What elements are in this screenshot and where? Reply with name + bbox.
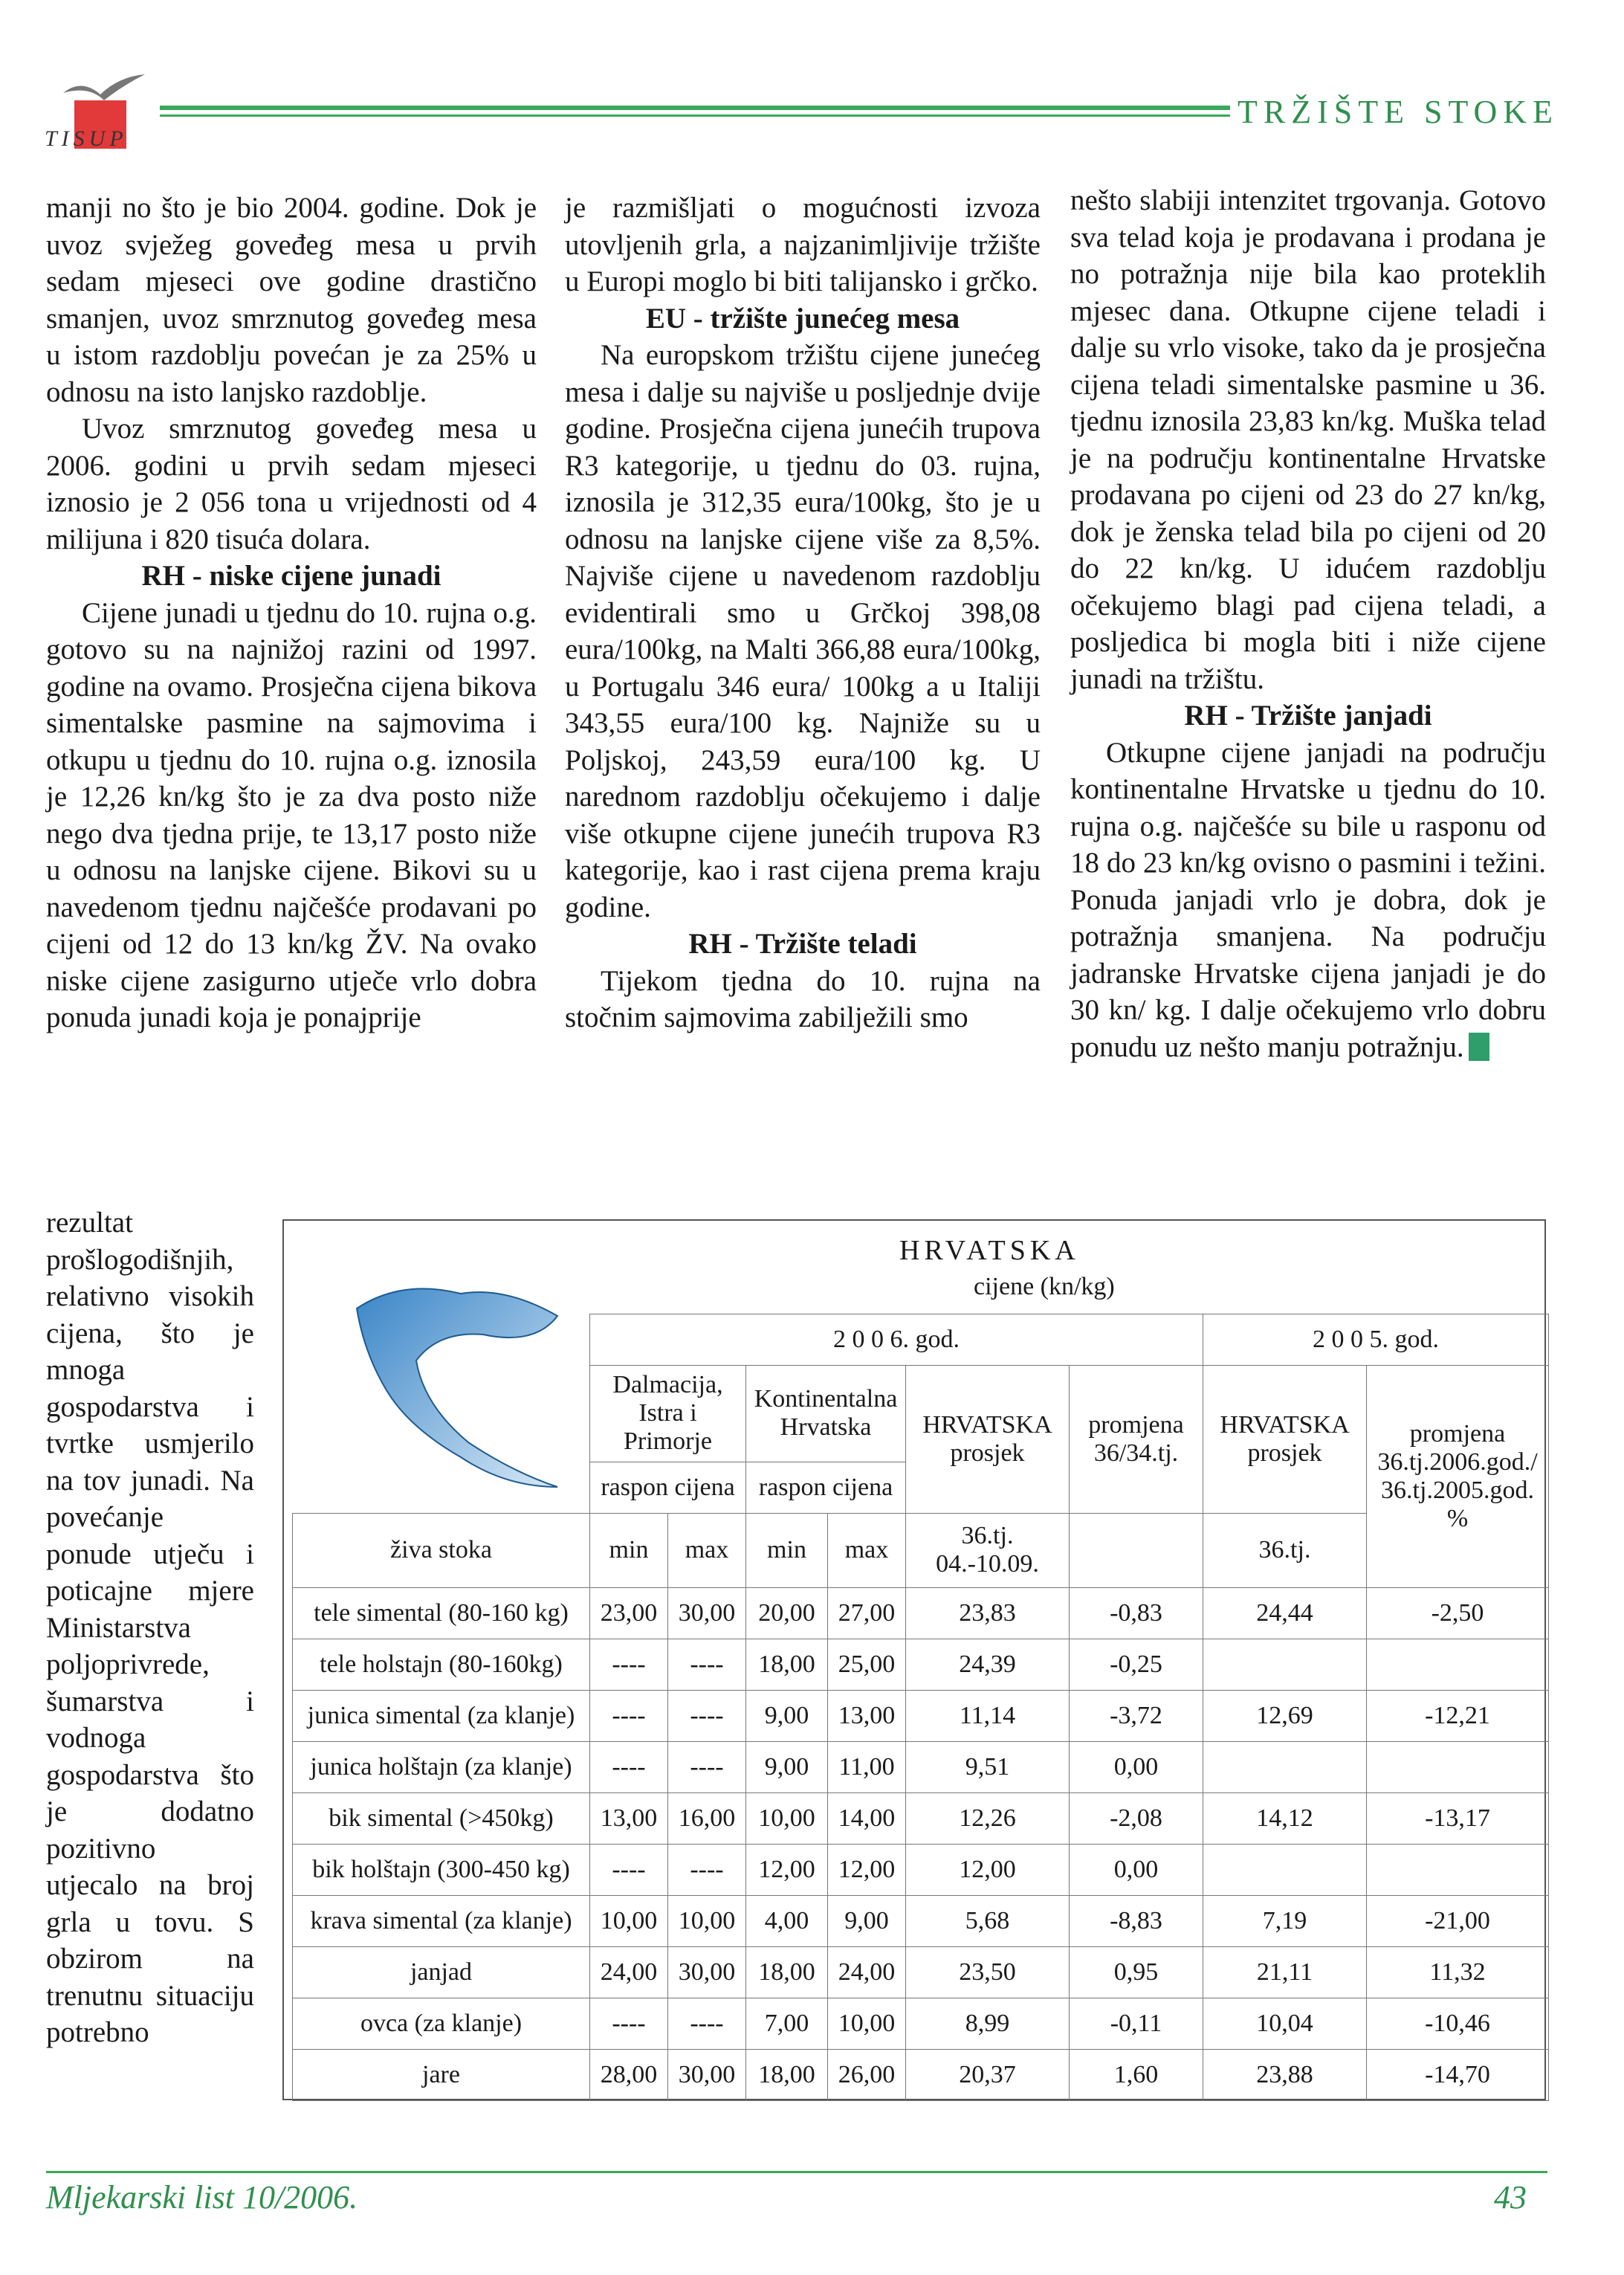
table-cell: 11,00 [828, 1741, 906, 1792]
heading-eu-trziste: EU - tržište junećeg mesa [645, 302, 960, 335]
col-kontinentalna: Kontinentalna Hrvatska [746, 1365, 906, 1462]
table-cell: ---- [668, 1690, 746, 1741]
column-1-narrow [46, 1204, 254, 2051]
header-rule [160, 106, 1230, 110]
table-cell: 28,00 [590, 2049, 668, 2100]
table-row [293, 1639, 1549, 1690]
table-cell: ---- [668, 1741, 746, 1792]
table-cell: 30,00 [668, 1946, 746, 1998]
table-cell: ---- [590, 1844, 668, 1895]
table-cell: -0,11 [1070, 1998, 1203, 2049]
table-cell: 24,44 [1203, 1587, 1367, 1639]
table-cell: -3,72 [1070, 1690, 1203, 1741]
table-cell: -21,00 [1367, 1895, 1549, 1946]
table-cell: 30,00 [668, 2049, 746, 2100]
column-1 [46, 190, 537, 1036]
col3-para-2 [1070, 735, 1546, 1066]
table-cell: 25,00 [828, 1639, 906, 1690]
table-cell [1203, 1844, 1367, 1895]
col-hrvatska-prosjek-2005: HRVATSKA prosjek [1203, 1365, 1367, 1513]
table-cell: -13,17 [1367, 1792, 1549, 1844]
table-cell: 23,83 [906, 1587, 1070, 1639]
table-cell: 24,00 [828, 1946, 906, 1998]
column-3 [1070, 182, 1546, 1065]
table-cell: ---- [590, 1690, 668, 1741]
footer-rule [46, 2171, 1547, 2173]
table-cell [1203, 1639, 1367, 1690]
raspon-cijena-1: raspon cijena [590, 1462, 746, 1513]
table-row [293, 1946, 1549, 1998]
journal-name: Mljekarski list 10/2006. [46, 2179, 358, 2216]
table-cell: 11,32 [1367, 1946, 1549, 1998]
table-cell: 24,00 [590, 1946, 668, 1998]
col2-para-1: je razmišljati o mogućnosti izvoza utovljenih grla, a najzanimljivije tržište u Europi moglo bi biti talijansko i grčko. [565, 192, 1041, 297]
table-cell: 9,51 [906, 1741, 1070, 1792]
table-row [293, 1587, 1549, 1639]
section-title: TRŽIŠTE STOKE [1238, 94, 1559, 130]
row-label: tele holstajn (80-160kg) [293, 1639, 590, 1690]
table-cell: 16,00 [668, 1792, 746, 1844]
table-cell: 7,19 [1203, 1895, 1367, 1946]
table-cell: 7,00 [746, 1998, 828, 2049]
col-min-1: min [590, 1513, 668, 1587]
column-2 [565, 190, 1041, 1036]
col-dalmacija: Dalmacija, Istra i Primorje [590, 1365, 746, 1462]
end-of-article-icon [1469, 1033, 1489, 1061]
col-promjena: promjena 36/34.tj. [1070, 1365, 1203, 1513]
table-cell: -12,21 [1367, 1690, 1549, 1741]
table-cell: 12,00 [828, 1844, 906, 1895]
table-cell: 9,00 [746, 1741, 828, 1792]
col-ziva-stoka: živa stoka [293, 1513, 590, 1587]
row-label: janjad [293, 1946, 590, 1998]
col3-para-1: nešto slabiji intenzitet trgovanja. Gotovo sva telad koja je prodavana i prodana je no potražnja nije bila kao proteklih mjesec dana. Otkupne cijene teladi i dalje su vrlo visoke, tako da je prosječna cijena teladi simentalske pasmine u 36. tjednu iznosila 23,83 kn/kg. Muška telad je na području kontinentalne Hrvatske prodavana po cijeni od 23 do 27 kn/kg, dok je ženska telad bila po cijeni od 20 do 22 kn/kg. U idućem razdoblju očekujemo blagi pad cijena teladi, a posljedica bi mogla biti i niže cijene junadi na tržištu. [1070, 184, 1546, 695]
table-cell: 26,00 [828, 2049, 906, 2100]
table-cell: 10,00 [668, 1895, 746, 1946]
table-cell: 23,50 [906, 1946, 1070, 1998]
year-2006-header: 2 0 0 6. god. [590, 1314, 1203, 1365]
table-row [293, 2049, 1549, 2100]
table-cell: 8,99 [906, 1998, 1070, 2049]
row-label: tele simental (80-160 kg) [293, 1587, 590, 1639]
heading-trziste-teladi: RH - Tržište teladi [688, 928, 917, 960]
table-cell: 12,69 [1203, 1690, 1367, 1741]
table-cell: 9,00 [828, 1895, 906, 1946]
table-cell: 5,68 [906, 1895, 1070, 1946]
col1-para-3: Cijene junadi u tjednu do 10. rujna o.g. gotovo su na najnižoj razini od 1997. godine na ovamo. Prosječna cijena bikova simentalske pasmine na sajmovima i otkupu u tjednu do 10. rujna o.g. iznosila je 12,26 kn/kg što je za dva posto niže nego dva tjedna prije, te 13,17 posto niže u odnosu na lanjske cijene. Bikovi su u navedenom tjednu najčešće prodavani po cijeni od 12 do 13 kn/kg ŽV. Na ovako niske cijene zasigurno utječe vrlo dobra ponuda junadi koja je ponajprije [46, 596, 537, 1033]
tisup-logo [45, 71, 156, 152]
table-cell: ---- [590, 1639, 668, 1690]
table-row [293, 1844, 1549, 1895]
table-cell: ---- [590, 1998, 668, 2049]
page-number: 43 [1494, 2179, 1527, 2216]
year-2005-header: 2 0 0 5. god. [1203, 1314, 1549, 1365]
row-label: krava simental (za klanje) [293, 1895, 590, 1946]
col2-para-2: Na europskom tržištu cijene junećeg mesa i dalje su najviše u posljednje dvije godine. Prosječna cijena junećih trupova R3 kategorije, u tjednu do 03. rujna, iznosila je 312,35 eura/100kg, što je u odnosu na lanjske cijene više za 8,5%. Najviše cijene u navedenom razdoblju evidentirali smo u Grčkoj 398,08 eura/100kg, na Malti 366,88 eura/100kg, u Portugalu 346 eura/ 100kg a u Italiji 343,55 eura/100 kg. Najniže su u Poljskoj, 243,59 eura/100 kg. U narednom razdoblju očekujemo i dalje više otkupne cijene junećih trupova R3 kategorije, kao i rast cijena prema kraju godine. [565, 339, 1041, 923]
raspon-cijena-2: raspon cijena [746, 1462, 906, 1513]
row-label: bik holštajn (300-450 kg) [293, 1844, 590, 1895]
table-row [293, 1895, 1549, 1946]
table-row [293, 1690, 1549, 1741]
col-promjena-2005: promjena 36.tj.2006.god./ 36.tj.2005.god. % [1367, 1365, 1549, 1587]
table-cell: 12,26 [906, 1792, 1070, 1844]
table-cell: -2,08 [1070, 1792, 1203, 1844]
table-row [293, 1998, 1549, 2049]
table-cell: 13,00 [828, 1690, 906, 1741]
table-cell: 23,00 [590, 1587, 668, 1639]
table-cell: -14,70 [1367, 2049, 1549, 2100]
table-cell: 21,11 [1203, 1946, 1367, 1998]
col3-para-2-text: Otkupne cijene janjadi na području kontinentalne Hrvatske u tjednu do 10. rujna o.g. najčešće su bile u rasponu od 18 do 23 kn/kg ovisno o pasmini i težini. Ponuda janjadi vrlo je dobra, dok je potražnja smanjena. Na području jadranske Hrvatske cijena janjadi je do 30 kn/ kg. I dalje očekujemo vrlo dobru ponudu uz nešto manju potražnju. [1070, 736, 1546, 1063]
table-cell: 14,12 [1203, 1792, 1367, 1844]
table-cell: 10,04 [1203, 1998, 1367, 2049]
price-table [292, 1230, 1549, 2101]
table-row [293, 1741, 1549, 1792]
row-label: junica holštajn (za klanje) [293, 1741, 590, 1792]
table-cell: 18,00 [746, 1946, 828, 1998]
table-cell [1367, 1639, 1549, 1690]
table-cell: 23,88 [1203, 2049, 1367, 2100]
col1-para-2: Uvoz smrznutog goveđeg mesa u 2006. godini u prvih sedam mjeseci iznosio je 2 056 tona u vrijednosti od 4 milijuna i 820 tisuća dolara. [46, 413, 537, 555]
table-cell: 20,37 [906, 2049, 1070, 2100]
col-week: 36.tj. 04.-10.09. [906, 1513, 1070, 1587]
table-cell: 20,00 [746, 1587, 828, 1639]
table-cell: -8,83 [1070, 1895, 1203, 1946]
table-cell: 1,60 [1070, 2049, 1203, 2100]
table-cell: ---- [668, 1998, 746, 2049]
table-row [293, 1792, 1549, 1844]
col-max-2: max [828, 1513, 906, 1587]
col1-para-4: rezultat prošlogodišnjih, relativno visokih cijena, što je mnoga gospodarstva i tvrtke usmjerilo na tov junadi. Na povećanje ponude utječu i poticajne mjere Ministarstva poljoprivrede, šumarstva i vodnoga gospodarstva što je dodatno pozitivno utjecalo na broj grla u tovu. S obzirom na trenutnu situaciju potrebno [46, 1207, 254, 2048]
table-cell: 4,00 [746, 1895, 828, 1946]
table-cell: 24,39 [906, 1639, 1070, 1690]
table-cell: 27,00 [828, 1587, 906, 1639]
col-hrvatska-prosjek: HRVATSKA prosjek [906, 1365, 1070, 1513]
table-subtitle: cijene (kn/kg) [974, 1273, 1115, 1300]
table-cell: 0,00 [1070, 1741, 1203, 1792]
table-cell: 10,00 [828, 1998, 906, 2049]
table-cell: ---- [668, 1844, 746, 1895]
table-cell: 10,00 [590, 1895, 668, 1946]
heading-trziste-janjadi: RH - Tržište janjadi [1184, 700, 1432, 732]
table-cell: 13,00 [590, 1792, 668, 1844]
table-cell: 12,00 [906, 1844, 1070, 1895]
row-label: ovca (za klanje) [293, 1998, 590, 2049]
heading-niske-cijene-junadi: RH - niske cijene junadi [141, 560, 441, 592]
table-cell: -2,50 [1367, 1587, 1549, 1639]
table-cell: 0,95 [1070, 1946, 1203, 1998]
table-cell: 11,14 [906, 1690, 1070, 1741]
table-cell: -10,46 [1367, 1998, 1549, 2049]
table-cell [1367, 1741, 1549, 1792]
col-max-1: max [668, 1513, 746, 1587]
table-cell: 10,00 [746, 1792, 828, 1844]
col-week-2005: 36.tj. [1203, 1513, 1367, 1587]
table-cell: ---- [590, 1741, 668, 1792]
row-label: jare [293, 2049, 590, 2100]
table-cell: 0,00 [1070, 1844, 1203, 1895]
table-cell: ---- [668, 1639, 746, 1690]
table-title: HRVATSKA [899, 1235, 1080, 1266]
table-cell: -0,25 [1070, 1639, 1203, 1690]
row-label: bik simental (>450kg) [293, 1792, 590, 1844]
logo-text: TISUP [45, 126, 128, 151]
col2-para-3: Tijekom tjedna do 10. rujna na stočnim sajmovima zabilježili smo [565, 964, 1041, 1033]
col1-para-1: manji no što je bio 2004. godine. Dok je uvoz svježeg goveđeg mesa u prvih sedam mjeseci ove godine drastično smanjen, uvoz smrznutog goveđeg mesa u istom razdoblju povećan je za 25% u odnosu na isto lanjsko razdoblje. [46, 192, 537, 408]
table-cell: -0,83 [1070, 1587, 1203, 1639]
col-min-2: min [746, 1513, 828, 1587]
table-cell: 9,00 [746, 1690, 828, 1741]
table-body [293, 1587, 1549, 2100]
table-cell: 12,00 [746, 1844, 828, 1895]
header-rule-thin [160, 114, 1230, 117]
table-cell [1203, 1741, 1367, 1792]
table-cell: 18,00 [746, 1639, 828, 1690]
table-cell: 14,00 [828, 1792, 906, 1844]
table-cell: 30,00 [668, 1587, 746, 1639]
row-label: junica simental (za klanje) [293, 1690, 590, 1741]
table-cell: 18,00 [746, 2049, 828, 2100]
table-cell [1367, 1844, 1549, 1895]
